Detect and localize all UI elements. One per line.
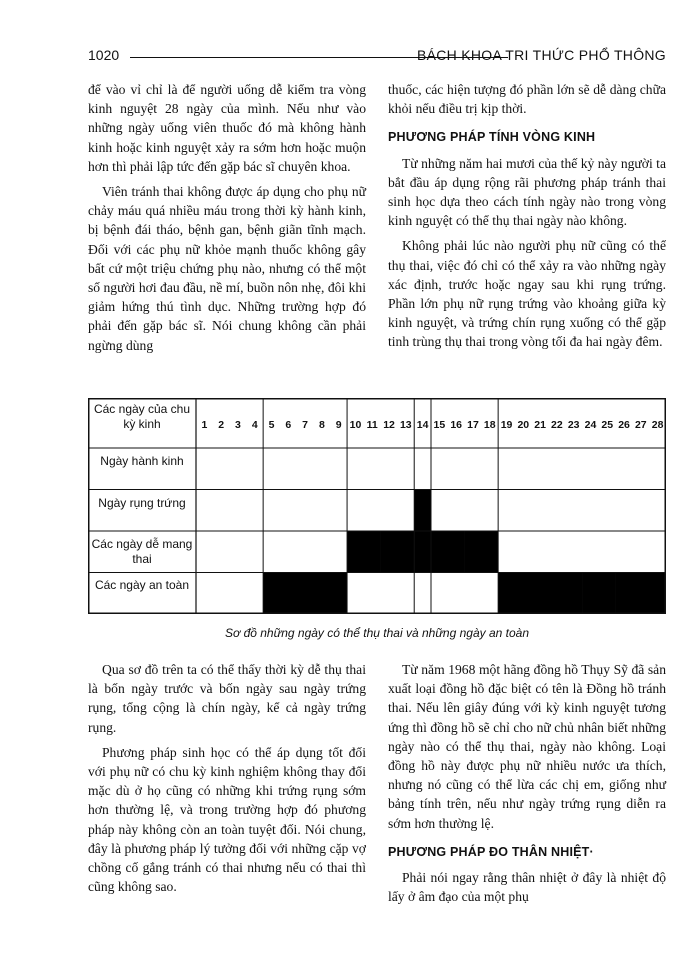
paragraph: Từ những năm hai mươi của thế kỷ này người ta bắt đầu áp dụng rộng rãi phương pháp tránh thai sinh học dựa theo cách tính ngày nào trong vòng kinh nguyệt có thể thụ thai ngày nào không. [388,155,666,229]
left-column-top [88,80,366,361]
filled-cell [314,573,331,615]
day-number: 25 [601,419,614,431]
day-number: 9 [335,419,342,431]
chart-caption: Sơ đồ những ngày có thể thụ thai và những ngày an toàn [224,626,530,640]
row-label: Các ngày dễ mang thai [91,537,193,566]
cycle-chart [88,398,666,640]
filled-cell [414,531,431,573]
day-number: 24 [584,419,597,431]
day-number: 7 [302,419,309,431]
section-heading: PHƯƠNG PHÁP TÍNH VÒNG KINH [388,130,596,145]
day-number: 13 [399,419,412,431]
filled-cell [431,531,448,573]
paragraph: để vào vỉ chỉ là để người uống dễ kiểm tra vòng kinh nguyệt 28 ngày của mình. Nếu như vào những ngày uống viên thuốc đó mà không hành kinh hoặc kinh nguyệt xảy ra sớm hơn hoặc muộn hơn thì phải lập tức đến gặp bác sĩ chuyên khoa. [88,82,366,174]
filled-cell [465,531,482,573]
filled-cell [532,573,549,615]
day-number: 16 [450,419,463,431]
day-number: 20 [517,419,530,431]
right-column-top [388,80,666,358]
paragraph: Phương pháp sinh học có thể áp dụng tốt đối với phụ nữ có chu kỳ kinh nghiệm không thay đổi mặc dù ở họ cũng có những khi trứng rụng sớm hơn thường lệ, và trong trường hợp đó phương pháp này không còn an toàn tuyệt đối. Nói chung, đây là phương pháp lý tưởng đối với những cặp vợ chồng cố gắng tránh có thai nhưng nếu có thai thì cũng không sao. [88,744,366,895]
filled-cell [263,573,280,615]
paragraph: Không phải lúc nào người phụ nữ cũng có thể thụ thai, việc đó chỉ có thể xảy ra vào những ngày xác định, trước hoặc ngay sau khi rụng trứng. Phần lớn phụ nữ rụng trứng vào khoảng giữa kỳ kinh nguyệt, và trứng chín rụng xuống có thể gặp tinh trùng thụ thai trong vòng tối đa hai ngày đêm. [388,238,666,350]
right-column-bottom [388,660,666,912]
filled-cell [397,531,414,573]
row-label: Ngày hành kinh [100,454,184,468]
day-number: 15 [433,419,446,431]
day-number: 12 [383,419,395,431]
day-number: 3 [235,419,241,431]
filled-cell [280,573,297,615]
filled-cell [582,573,599,615]
filled-cell [649,573,666,615]
filled-cell [565,573,582,615]
day-number: 2 [218,419,225,431]
paragraph: Viên tránh thai không được áp dụng cho phụ nữ chảy máu quá nhiều máu trong thời kỳ hành kinh, bị bệnh đái tháo, bệnh gan, bệnh giãn tĩnh mạch. Đối với các phụ nữ khỏe mạnh thuốc không gây bất cứ một triệu chứng phụ nào, nhưng có thể một số người hơi đau đầu, nề mí, buồn nôn nhẹ, đôi khi giảm hứng thú tình dục. Những trường hợp đó phải đến gặp bác sĩ. Nói chung không cần phải ngừng dùng [88,184,366,353]
day-number: 11 [366,419,378,431]
paragraph: Qua sơ đồ trên ta có thể thấy thời kỳ dễ thụ thai là bốn ngày trước và bốn ngày sau ngày trứng rụng, tổng cộng là chín ngày, kể cả ngày trứng rụng. [88,662,366,735]
day-number: 6 [285,419,292,431]
day-number: 19 [500,419,513,431]
left-column-bottom [88,660,366,902]
day-number: 21 [534,419,546,431]
filled-cell [498,573,515,615]
filled-cell [364,531,381,573]
filled-cell [448,531,465,573]
filled-cell [297,573,314,615]
row-label: Ngày rụng trứng [98,496,186,510]
paragraph: Phải nói ngay rằng thân nhiệt ở đây là nhiệt độ lấy ở âm đạo của một phụ [388,870,666,905]
filled-cell [616,573,633,615]
filled-cell [381,531,398,573]
day-number: 8 [318,419,325,431]
row-label: Các ngày an toàn [94,578,190,592]
filled-cell [549,573,566,615]
filled-cell [347,531,364,573]
day-number: 23 [567,419,580,431]
page-number: 1020 [88,47,120,63]
filled-cell [481,531,498,573]
day-number: 4 [251,419,258,431]
filled-cell [414,490,431,532]
section-heading: PHƯƠNG PHÁP ĐO THÂN NHIỆT· [388,844,594,859]
day-number: 18 [483,419,496,431]
filled-cell [515,573,532,615]
page-header [88,47,666,67]
header-label: Các ngày của chu kỳ kinh [93,402,191,431]
day-number: 10 [349,419,362,431]
day-number: 27 [634,419,647,431]
day-number: 5 [268,419,275,431]
paragraph: Từ năm 1968 một hãng đồng hồ Thụy Sỹ đã sản xuất loại đồng hồ đặc biệt có tên là Đồng hồ tránh thai. Nếu lên giây đúng với kỳ kinh nguyệt tương ứng thì đồng hồ sẽ chỉ cho nữ chủ nhân biết những ngày nào có thể thụ thai, ngày nào không. Loại đồng hồ này được phụ nữ nhiều nước ưa thích, nhưng nó cũng có thể lừa các chị em, giống như bảng tính trên, nếu như ngày trứng rụng diễn ra sớm hơn thường lệ. [388,662,666,831]
day-number: 22 [551,419,563,431]
day-number: 17 [467,419,479,431]
paragraph: thuốc, các hiện tượng đó phần lớn sẽ dễ dàng chữa khỏi nếu điều trị kịp thời. [388,82,666,117]
filled-cell [632,573,649,615]
filled-cell [330,573,347,615]
day-number: 28 [651,419,664,431]
day-number: 26 [618,419,630,431]
book-title: BÁCH KHOA TRI THỨC PHỔ THÔNG [416,47,666,63]
filled-cell [599,573,616,615]
day-number: 1 [201,419,208,431]
day-number: 14 [416,419,429,431]
